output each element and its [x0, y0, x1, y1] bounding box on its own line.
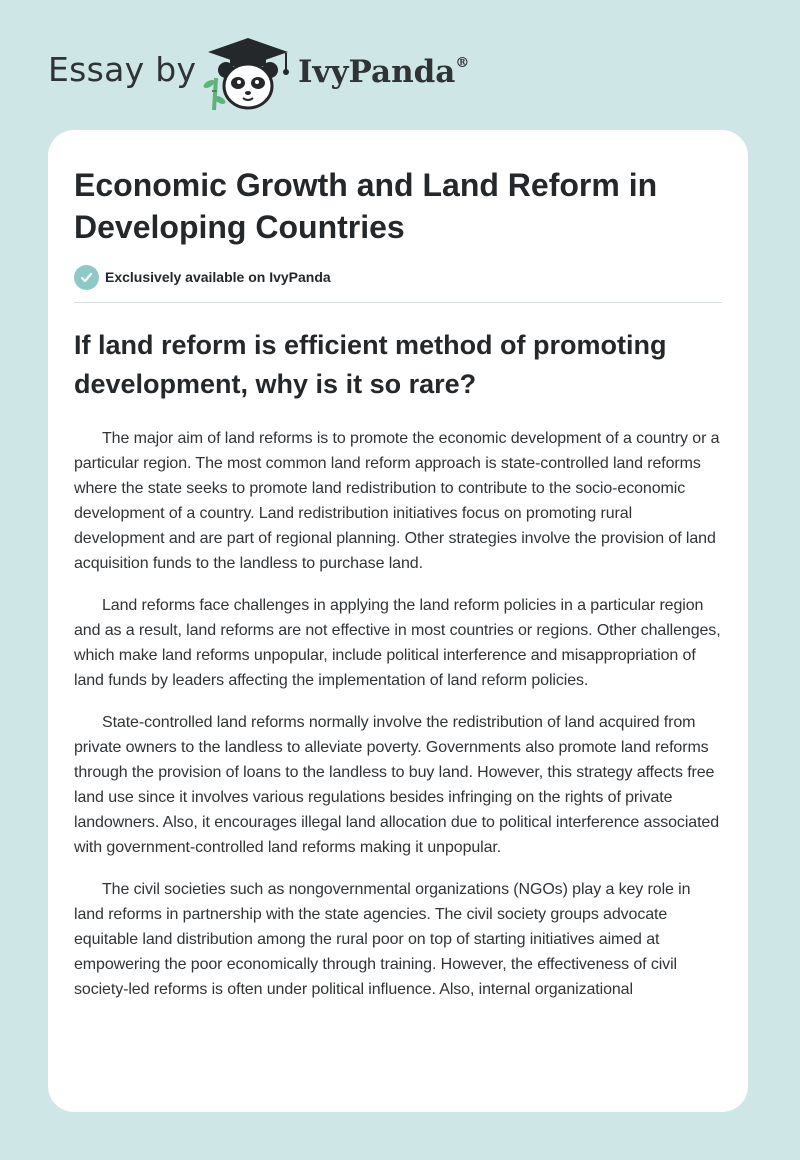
article-body	[74, 426, 724, 1019]
brand-prefix: Essay by	[48, 50, 197, 89]
paragraph-2: Land reforms face challenges in applying the land reform policies in a particular region and as a result, land reforms are not effective in most countries or regions. Other challenges, which make land reforms unpopular, include political interference and misappropriation of land funds by leaders affecting the implementation of land reform policies.	[74, 597, 721, 689]
exclusive-badge	[74, 264, 331, 290]
badge-text: Exclusively available on IvyPanda	[105, 269, 331, 285]
section-heading: If land reform is efficient method of promoting development, why is it so rare?	[74, 330, 667, 399]
page-title: Economic Growth and Land Reform in Developing Countries	[74, 167, 658, 245]
divider	[74, 302, 722, 303]
brand-name[interactable]	[298, 54, 469, 90]
paragraph-1: The major aim of land reforms is to promote the economic development of a country or a particular region. The most common land reform approach is state-controlled land reforms where the state seeks to promote land redistribution to contribute to the socio-economic development of a country. Land redistribution initiatives focus on promoting rural development and are part of regional planning. Other strategies involve the provision of land acquisition funds to the landless to purchase land.	[74, 430, 720, 572]
check-icon	[74, 265, 99, 290]
site-header	[0, 0, 800, 120]
paragraph-3: State-controlled land reforms normally involve the redistribution of land acquired from private owners to the landless to alleviate poverty. Governments also promote land reforms through the provision of loans to the landless to buy land. However, this strategy affects free land use since it involves various regulations besides infringing on the rights of private landowners. Also, it encourages illegal land allocation due to political interference associated with government-controlled land reforms making it unpopular.	[74, 714, 720, 856]
paragraph-4: The civil societies such as nongovernmental organizations (NGOs) play a key role in land reforms in partnership with the state agencies. The civil society groups advocate equitable land distribution among the rural poor on top of starting initiatives aimed at empowering the poor economically through training. However, the effectiveness of civil society-led reforms is often under political influence. Also, internal organizational	[74, 881, 691, 998]
brand-name-text: IvyPanda	[298, 54, 456, 90]
article-card	[48, 130, 748, 1112]
panda-graduate-icon[interactable]	[200, 36, 296, 112]
registered-mark: ®	[455, 54, 470, 71]
